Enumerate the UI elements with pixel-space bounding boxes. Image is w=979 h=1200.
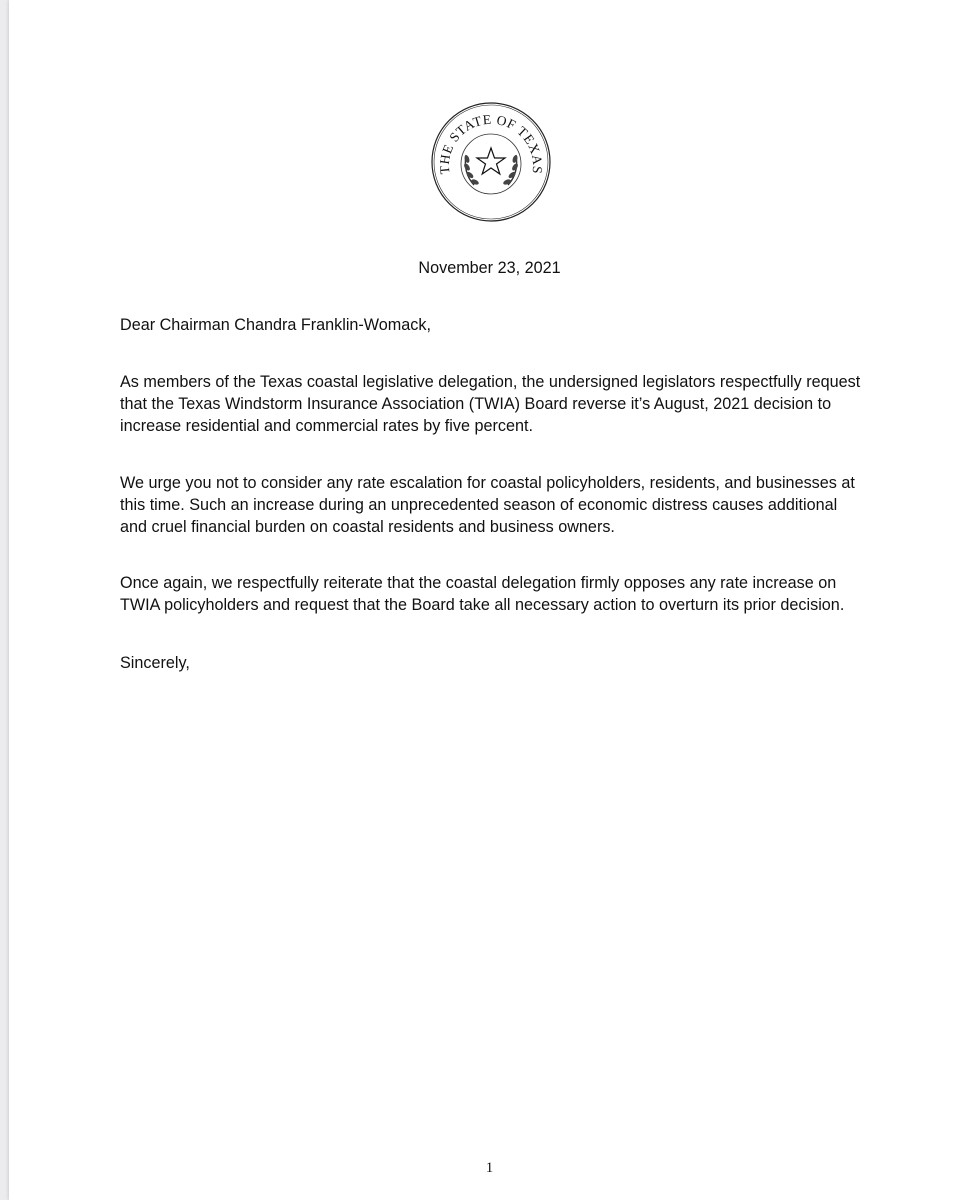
- page-number: 1: [485, 1160, 494, 1176]
- svg-text:THE STATE OF TEXAS: THE STATE OF TEXAS: [436, 111, 546, 175]
- texas-state-seal-icon: [430, 101, 552, 223]
- letter-date: November 23, 2021: [418, 259, 561, 277]
- letter-paragraph: Once again, we respectfully reiterate that the coastal delegation firmly opposes any rate increase on TWIA policyholders and request that the Board take all necessary action to overturn its prior decision.: [120, 574, 845, 614]
- letter-paragraph: As members of the Texas coastal legislative delegation, the undersigned legislators respectfully request that the Texas Windstorm Insurance Association (TWIA) Board reverse it’s August, 2021 decision to increase residential and commercial rates by five percent.: [120, 373, 861, 435]
- letter-paragraph: We urge you not to consider any rate escalation for coastal policyholders, residents, and businesses at this time. Such an increase during an unprecedented season of economic distress causes additional and cruel financial burden on coastal residents and business owners.: [120, 474, 855, 536]
- letter-salutation: Dear Chairman Chandra Franklin-Womack,: [120, 316, 431, 334]
- letter-closing: Sincerely,: [120, 654, 190, 672]
